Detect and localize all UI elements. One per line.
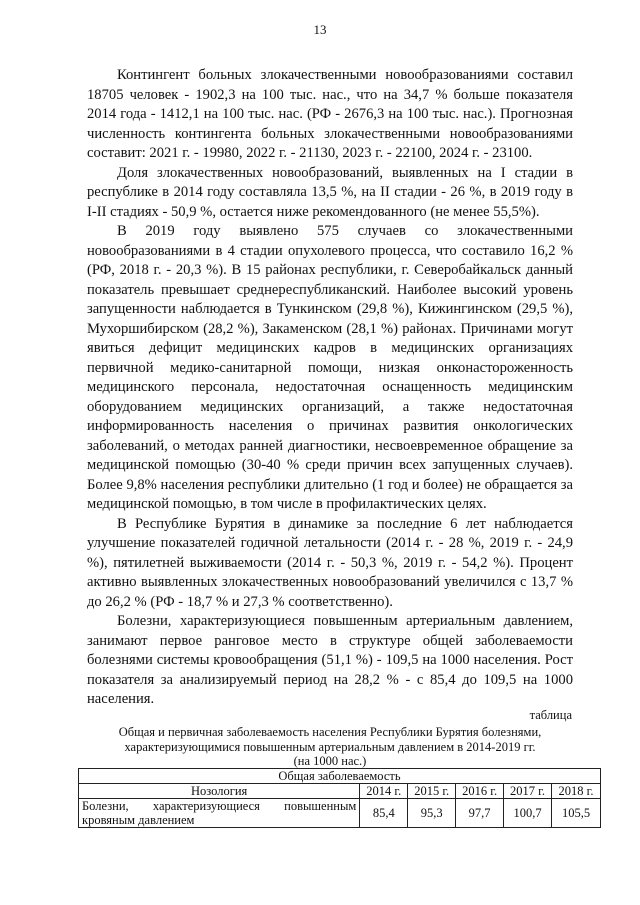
table-row [79, 799, 601, 828]
paragraph-late-stage: В 2019 году выявлено 575 случаев со злокачественными новообразованиями в 4 стадии опухолевого процесса, что составило 16,2 % (РФ, 2018 г. - 20,3 %). В 15 районах республики, г. Северобайкальск данный показатель превышает среднереспубликанский. Наиболее высокий уровень запущенности наблюдается в Тункинском (29,8 %), Кижингинском (29,5 %), Мухоршибирском (28,2 %), Закаменском (28,1 %) районах. Причинами могут явиться дефицит медицинских кадров в медицинских организациях первичной медико-санитарной помощи, низкая онконастороженность медицинского персонала, недостаточная оснащенность медицинским оборудованием медицинских организаций, а также недостаточная информированность населения о причинах развития онкологических заболеваний, о методах ранней диагностики, несвоевременное обращение за медицинской помощью (30-40 % среди причин всех запущенных случаев). Более 9,8% населения республики длительно (1 год и более) не обращается за медицинской помощью, в том числе в профилактических целях. [87, 223, 573, 512]
table-cell-nosology: Болезни, характеризующиеся повышенным кровяным давлением [79, 799, 360, 828]
column-header: 2018 г. [552, 784, 601, 799]
table-cell: 85,4 [360, 799, 408, 828]
paragraph-stage-share: Доля злокачественных новообразований, выявленных на I стадии в республике в 2014 году составляла 13,5 %, на II стадии - 26 %, в 2019 году в I-II стадиях - 50,9 %, остается ниже рекомендованного (не менее 55,5%). [87, 164, 573, 220]
column-header: 2015 г. [408, 784, 456, 799]
morbidity-table [78, 768, 601, 828]
column-header: 2017 г. [504, 784, 552, 799]
table-caption [80, 725, 580, 769]
table-header-row [79, 784, 601, 799]
table-cell: 95,3 [408, 799, 456, 828]
column-header: 2016 г. [456, 784, 504, 799]
paragraph-hypertension: Болезни, характеризующиеся повышенным артериальным давлением, занимают первое ранговое место в структуре общей заболеваемости болезнями системы кровообращения (51,1 %) - 109,5 на 1000 населения. Рост показателя за анализируемый период на 28,2 % - с 85,4 до 109,5 на 1000 населения. [87, 613, 573, 707]
table-caption-line: характеризующимися повышенным артериальным давлением в 2014-2019 гг. [124, 739, 536, 754]
table-group-header: Общая заболеваемость [79, 769, 601, 784]
table-caption-units: (на 1000 нас.) [293, 754, 367, 768]
table-label: таблица [529, 708, 572, 722]
table-cell: 97,7 [456, 799, 504, 828]
table-cell: 100,7 [504, 799, 552, 828]
table-caption-line: Общая и первичная заболеваемость населения Республики Бурятия болезнями, [118, 725, 542, 739]
table-cell: 105,5 [552, 799, 601, 828]
column-header: 2014 г. [360, 784, 408, 799]
paragraph-patient-contingent: Контингент больных злокачественными новообразованиями составил 18705 человек - 1902,3 на 100 тыс. нас., что на 34,7 % больше показателя 2014 года - 1412,1 на 100 тыс. нас. (РФ - 2676,3 на 100 тыс. нас.). Прогнозная численность контингента больных злокачественными новообразованиями составит: 2021 г. - 19980, 2022 г. - 21130, 2023 г. - 22100, 2024 г. - 23100. [87, 67, 573, 161]
paragraph-mortality-survival: В Республике Бурятия в динамике за последние 6 лет наблюдается улучшение показателей годичной летальности (2014 г. - 28 %, 2019 г. - 24,9 %), пятилетней выживаемости (2014 г. - 50,3 %, 2019 г. - 54,2 %). Процент активно выявленных злокачественных новообразований увеличился с 13,7 % до 26,2 % (РФ - 18,7 % и 27,3 % соответственно). [87, 515, 573, 610]
body-text [87, 66, 573, 710]
table-group-header-row [79, 769, 601, 784]
column-header: Нозология [79, 784, 360, 799]
page-number: 13 [313, 22, 327, 37]
